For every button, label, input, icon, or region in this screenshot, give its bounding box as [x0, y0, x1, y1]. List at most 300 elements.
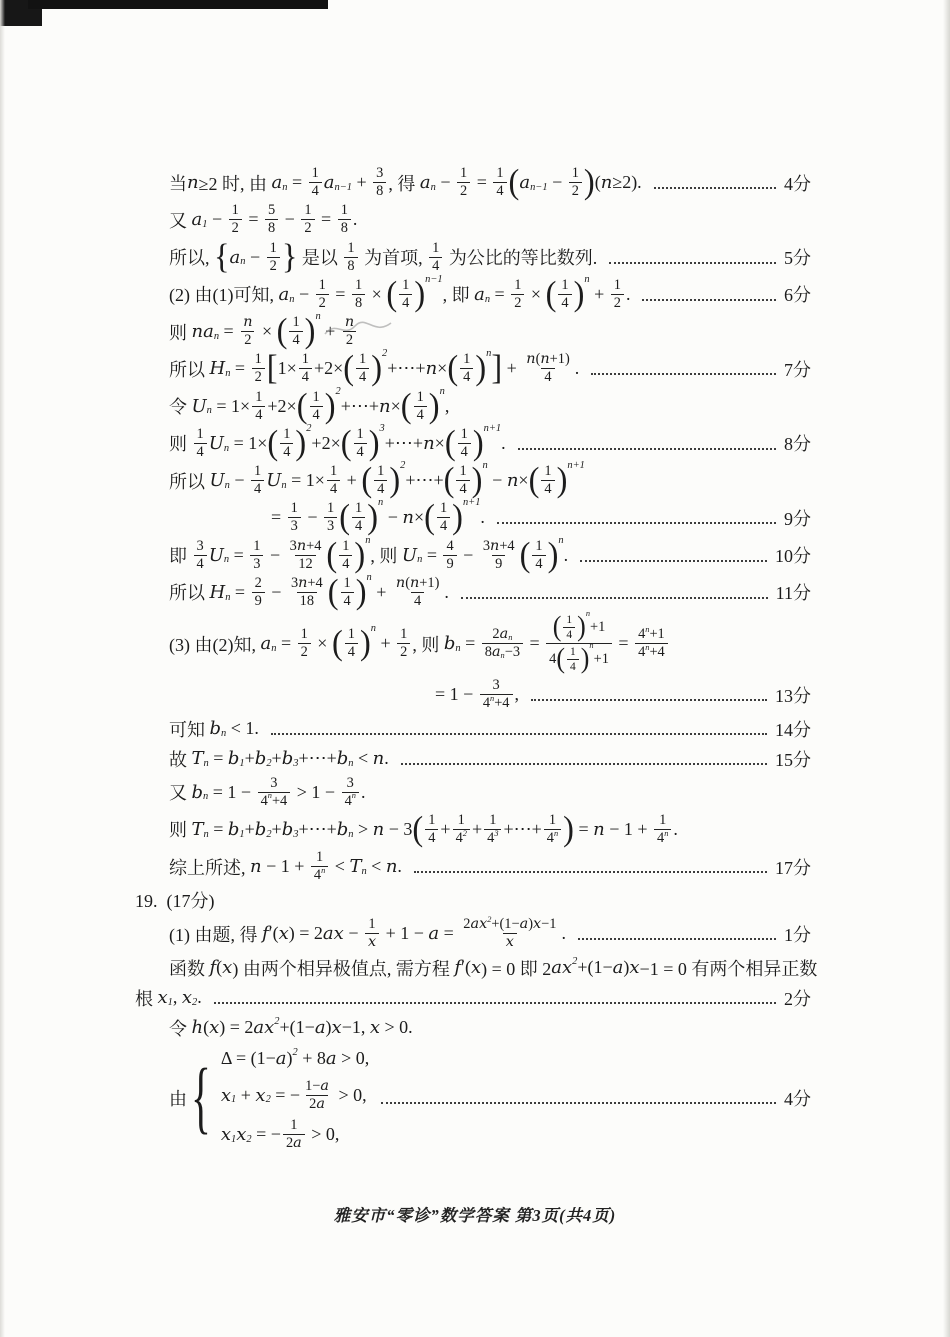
subscript: n	[455, 642, 461, 654]
text: 12	[298, 555, 313, 572]
math-var: x	[220, 1123, 232, 1145]
denominator	[425, 829, 438, 847]
text: 4	[292, 332, 300, 349]
text: 则	[169, 820, 192, 841]
text: 1	[253, 537, 261, 554]
expression	[169, 571, 449, 612]
text: 8	[354, 294, 363, 311]
exponent: n	[558, 534, 564, 546]
numerator	[309, 165, 322, 182]
expression	[169, 348, 580, 388]
math-var: T	[191, 748, 204, 770]
text: 2	[514, 294, 522, 311]
expression	[169, 385, 450, 426]
subscript: n	[417, 554, 423, 566]
exponent: n	[589, 641, 594, 651]
close-delimiter: )	[573, 274, 585, 314]
solution-line	[169, 1014, 811, 1042]
denominator	[301, 219, 314, 237]
numerator	[345, 626, 358, 643]
text: 18	[299, 592, 315, 609]
text: +	[244, 818, 255, 839]
math-var: a	[325, 1048, 337, 1070]
text: +	[371, 581, 391, 602]
text: = 1 −	[208, 781, 256, 802]
text: 4	[638, 644, 646, 661]
score-label: 13分	[775, 685, 811, 706]
text: 即	[169, 546, 192, 567]
fraction	[611, 277, 624, 312]
fraction	[327, 463, 340, 498]
fraction	[541, 463, 554, 498]
text: 所以	[169, 359, 210, 380]
denominator	[541, 368, 554, 386]
fraction	[302, 1078, 332, 1113]
subscript: 2	[246, 1133, 252, 1145]
denominator	[345, 643, 358, 661]
numerator	[339, 538, 352, 555]
denominator	[316, 294, 329, 312]
subscript: 1	[231, 1133, 237, 1145]
denominator	[241, 331, 254, 349]
solution-line	[169, 1044, 811, 1153]
close-delimiter: }	[281, 237, 298, 277]
score-label: 7分	[784, 359, 811, 380]
text: .	[625, 283, 631, 304]
math-var: n	[490, 537, 500, 554]
text: 3	[196, 537, 204, 554]
fraction	[258, 775, 291, 810]
solution-line	[169, 311, 811, 351]
text: .	[673, 818, 678, 839]
dotted-leader	[401, 752, 767, 765]
text: (	[216, 957, 223, 978]
fraction	[240, 314, 255, 349]
denominator	[265, 219, 278, 237]
text: 1	[231, 202, 239, 219]
text: 1	[566, 614, 573, 626]
text: 2	[345, 332, 354, 349]
text: ×	[526, 283, 546, 304]
score-label: 4分	[784, 1088, 811, 1109]
text: > 0,	[336, 1048, 370, 1069]
superscript: 2	[572, 956, 578, 968]
numerator	[511, 277, 524, 294]
denominator	[324, 517, 337, 535]
exponent: n+1	[462, 497, 481, 509]
fraction	[316, 277, 329, 312]
text: = 1×	[286, 470, 325, 491]
close-delimiter: )	[367, 498, 379, 537]
numerator	[656, 812, 669, 829]
paren-group	[552, 609, 590, 643]
open-delimiter: (	[519, 535, 531, 575]
subscript: n	[225, 591, 231, 603]
text: 2	[254, 369, 262, 386]
superscript: 2	[462, 828, 467, 838]
math-var: a	[229, 246, 241, 268]
denominator	[558, 294, 571, 312]
math-var: a	[519, 916, 529, 933]
text: +1	[649, 626, 665, 643]
text: =	[230, 358, 250, 379]
text: 4	[311, 183, 319, 200]
numerator	[456, 463, 469, 480]
denominator	[414, 406, 427, 424]
text: , 即	[442, 285, 475, 306]
math-var-sub	[210, 358, 231, 379]
text: 1	[514, 276, 522, 293]
text: 4	[344, 792, 352, 809]
numerator	[425, 812, 438, 829]
text: )	[325, 1017, 332, 1038]
numerator	[374, 463, 387, 480]
text: +⋯+	[340, 395, 380, 416]
text: ,	[444, 395, 450, 416]
exponent: n−1	[425, 273, 443, 285]
fraction	[635, 626, 668, 661]
text: 4	[428, 829, 436, 846]
math-var: n	[191, 321, 204, 343]
subscript: n	[348, 757, 354, 769]
text: (1) 由题, 得	[169, 924, 262, 945]
numerator	[280, 426, 293, 443]
text: −	[207, 209, 227, 230]
text: 3	[346, 774, 354, 791]
math-var: x	[533, 916, 542, 933]
fraction	[544, 812, 561, 847]
fraction	[532, 538, 545, 573]
subscript: n−1	[334, 181, 353, 193]
numerator	[301, 202, 314, 219]
close-delimiter: )	[475, 349, 487, 388]
text: .	[480, 507, 485, 528]
dotted-leader	[531, 689, 767, 702]
numerator	[397, 626, 410, 643]
text: (	[535, 351, 541, 368]
text: 4	[570, 661, 576, 674]
text: 19. (17分)	[135, 891, 215, 912]
text: +⋯+	[298, 818, 337, 839]
text: <	[330, 856, 350, 877]
solution-line	[169, 954, 818, 982]
text: −1,	[341, 1017, 370, 1038]
text: )	[623, 957, 630, 978]
fraction	[397, 626, 410, 661]
text: 4	[657, 829, 665, 846]
numerator	[252, 389, 265, 406]
fraction	[563, 613, 575, 642]
subscript: 1	[239, 757, 245, 769]
dotted-leader	[591, 362, 776, 375]
expression	[169, 237, 598, 277]
subscript: n	[282, 181, 288, 193]
fraction	[250, 538, 263, 573]
fraction	[311, 849, 328, 884]
math-var: a	[316, 1095, 325, 1112]
expression	[169, 746, 389, 772]
math-var-sub	[474, 284, 490, 305]
solution-line	[169, 775, 811, 810]
subscript: 3	[293, 757, 299, 769]
subscript: n	[203, 791, 209, 803]
denominator	[365, 933, 379, 951]
page-edge-shadow-right	[943, 0, 950, 1337]
close-delimiter: )	[547, 535, 559, 575]
numerator	[460, 351, 473, 368]
exponent: n+1	[483, 422, 502, 434]
paren-group	[528, 460, 585, 500]
solution-line	[271, 497, 811, 537]
fraction	[299, 351, 312, 386]
math-var: ax	[322, 923, 344, 945]
denominator	[493, 182, 506, 200]
numerator	[313, 849, 326, 866]
math-var: H	[209, 358, 226, 380]
text: 1	[571, 165, 579, 181]
math-var: x	[255, 1084, 266, 1106]
subscript: 2	[192, 996, 198, 1008]
math-var: a	[293, 1134, 302, 1151]
math-var: f	[262, 923, 269, 945]
exponent: 3	[379, 422, 385, 434]
text: 3	[270, 774, 278, 791]
numerator	[310, 389, 323, 406]
open-delimiter: (	[343, 349, 355, 388]
numerator	[344, 775, 357, 792]
subscript: n	[224, 479, 230, 491]
fraction	[339, 538, 352, 573]
exponent: n	[584, 273, 590, 285]
text: +2×	[267, 395, 297, 416]
text: =	[439, 923, 459, 944]
text: 4	[402, 294, 410, 311]
text: 1	[354, 276, 363, 293]
paren-group	[444, 422, 502, 463]
math-var-sub	[228, 819, 245, 840]
subscript: n	[508, 632, 513, 642]
text: 4	[638, 626, 646, 643]
text: .	[397, 856, 402, 877]
numerator	[458, 426, 471, 443]
numerator	[324, 500, 337, 517]
text: 8	[484, 644, 492, 661]
text: +	[502, 358, 522, 379]
math-var: x	[367, 934, 377, 951]
denominator	[411, 592, 424, 610]
fraction	[456, 463, 469, 498]
text: −	[302, 507, 323, 528]
numerator	[486, 812, 499, 829]
math-var-sub	[278, 284, 294, 305]
text: .	[561, 923, 566, 944]
text: −	[294, 283, 314, 304]
close-delimiter: )	[324, 386, 336, 426]
math-var: T	[191, 818, 204, 840]
text: 可知	[169, 719, 210, 740]
text: 4	[254, 481, 262, 498]
text: 4	[566, 629, 573, 642]
text: 1×	[277, 358, 297, 379]
text: 1	[368, 916, 376, 933]
math-var-sub	[266, 470, 286, 491]
text: =	[230, 581, 250, 602]
fraction	[480, 677, 513, 712]
text: 所以	[169, 583, 210, 604]
math-var-sub	[192, 396, 212, 417]
denominator	[373, 182, 386, 200]
text: 1	[311, 165, 319, 181]
text: +	[440, 818, 451, 839]
text: 4	[260, 792, 268, 809]
close-delimiter: )	[577, 611, 586, 643]
text: − 1 +	[604, 818, 653, 839]
math-var-sub	[210, 582, 231, 603]
subscript: n	[500, 651, 505, 661]
math-var: n	[372, 818, 385, 840]
solution-line	[135, 886, 811, 914]
text: =	[219, 321, 239, 342]
math-var: a	[275, 1048, 287, 1070]
subscript: n	[348, 828, 354, 840]
text: =	[525, 633, 545, 654]
denominator	[250, 555, 263, 573]
exponent: 2	[382, 348, 388, 360]
numerator	[414, 389, 427, 406]
subscript: n	[484, 293, 491, 305]
open-delimiter: (	[443, 460, 455, 500]
fraction	[458, 426, 471, 461]
open-delimiter: (	[327, 572, 339, 612]
text: 8	[267, 220, 276, 237]
numerator	[288, 500, 301, 517]
subscript: n	[240, 256, 246, 268]
text: =	[276, 633, 296, 654]
denominator	[457, 182, 470, 200]
exponent: n	[378, 497, 384, 509]
text: =	[287, 172, 307, 193]
numerator	[569, 165, 582, 182]
fraction	[354, 426, 367, 461]
exponent: n	[365, 534, 371, 546]
close-delimiter: )	[563, 809, 574, 849]
fraction	[252, 351, 265, 386]
denominator	[399, 294, 412, 312]
math-var-sub	[221, 1124, 236, 1145]
close-delimiter: ]	[491, 349, 503, 388]
numerator	[611, 277, 624, 294]
dotted-leader	[497, 511, 776, 524]
superscript: 2	[274, 1016, 280, 1028]
numerator	[289, 314, 302, 331]
text: 综上所述,	[169, 857, 250, 878]
text: 令	[169, 397, 192, 418]
math-var-sub	[255, 748, 272, 769]
fraction	[393, 575, 442, 610]
text: =	[472, 172, 492, 193]
dotted-leader	[654, 176, 776, 189]
text: 9	[495, 555, 503, 572]
text: 2	[300, 644, 308, 661]
paren-group	[386, 273, 443, 314]
text: 4	[544, 369, 552, 386]
page-footer: 雅安市“零诊”数学答案 第3页(共4页)	[333, 1206, 617, 1225]
fraction	[338, 202, 351, 237]
subscript: n	[203, 757, 209, 769]
text: 1	[283, 425, 291, 442]
paren-group	[340, 422, 385, 463]
denominator	[258, 792, 291, 810]
text: = 1×	[229, 432, 268, 453]
denominator	[492, 555, 505, 573]
numerator	[457, 165, 470, 182]
close-delimiter: )	[355, 572, 367, 612]
paren-group	[327, 571, 372, 612]
solution-line	[169, 849, 811, 884]
score-label: 11分	[775, 583, 811, 604]
text: 1	[459, 463, 467, 479]
dotted-leader	[609, 251, 776, 264]
paren-group	[443, 460, 488, 500]
math-var-sub	[492, 645, 505, 660]
math-var-sub	[255, 819, 272, 840]
math-var: n	[402, 507, 414, 529]
superscript: n	[645, 624, 650, 634]
fraction	[457, 165, 470, 200]
text: 4	[446, 537, 454, 554]
text: 5	[267, 202, 276, 219]
scan-artifact-strip	[28, 0, 328, 9]
text: 4	[196, 443, 204, 460]
text: 4	[283, 443, 291, 460]
math-var: a	[474, 283, 485, 305]
numerator	[194, 426, 207, 443]
exponent: 2	[335, 385, 341, 397]
denominator	[352, 517, 365, 535]
expression	[169, 422, 506, 463]
text: ×	[390, 395, 401, 416]
text: )	[528, 916, 533, 933]
text: +	[342, 470, 362, 491]
text: −	[266, 581, 286, 602]
score-label: 6分	[784, 285, 811, 306]
close-delimiter: )	[371, 349, 383, 388]
math-var: n	[526, 351, 536, 368]
dotted-leader	[580, 549, 767, 562]
text: 是以	[297, 248, 343, 269]
text: 3	[376, 165, 384, 181]
math-var: a	[499, 626, 509, 643]
math-var-sub	[260, 633, 276, 654]
text: 1	[359, 351, 367, 368]
text: 1	[290, 1116, 298, 1133]
math-var: x	[222, 957, 233, 979]
text: 1	[290, 500, 298, 517]
text: 2	[304, 220, 312, 237]
text: > 1 −	[292, 781, 340, 802]
solution-line	[169, 385, 811, 426]
text: 1	[561, 276, 569, 293]
math-var: a	[419, 172, 431, 194]
math-var: x	[220, 1084, 232, 1106]
text: 2	[309, 1095, 317, 1112]
equation-cases	[191, 1044, 369, 1153]
subscript: n	[225, 368, 231, 380]
text: 4	[342, 555, 350, 572]
numerator	[352, 277, 365, 294]
denominator	[563, 627, 575, 642]
solution-line	[169, 715, 811, 743]
